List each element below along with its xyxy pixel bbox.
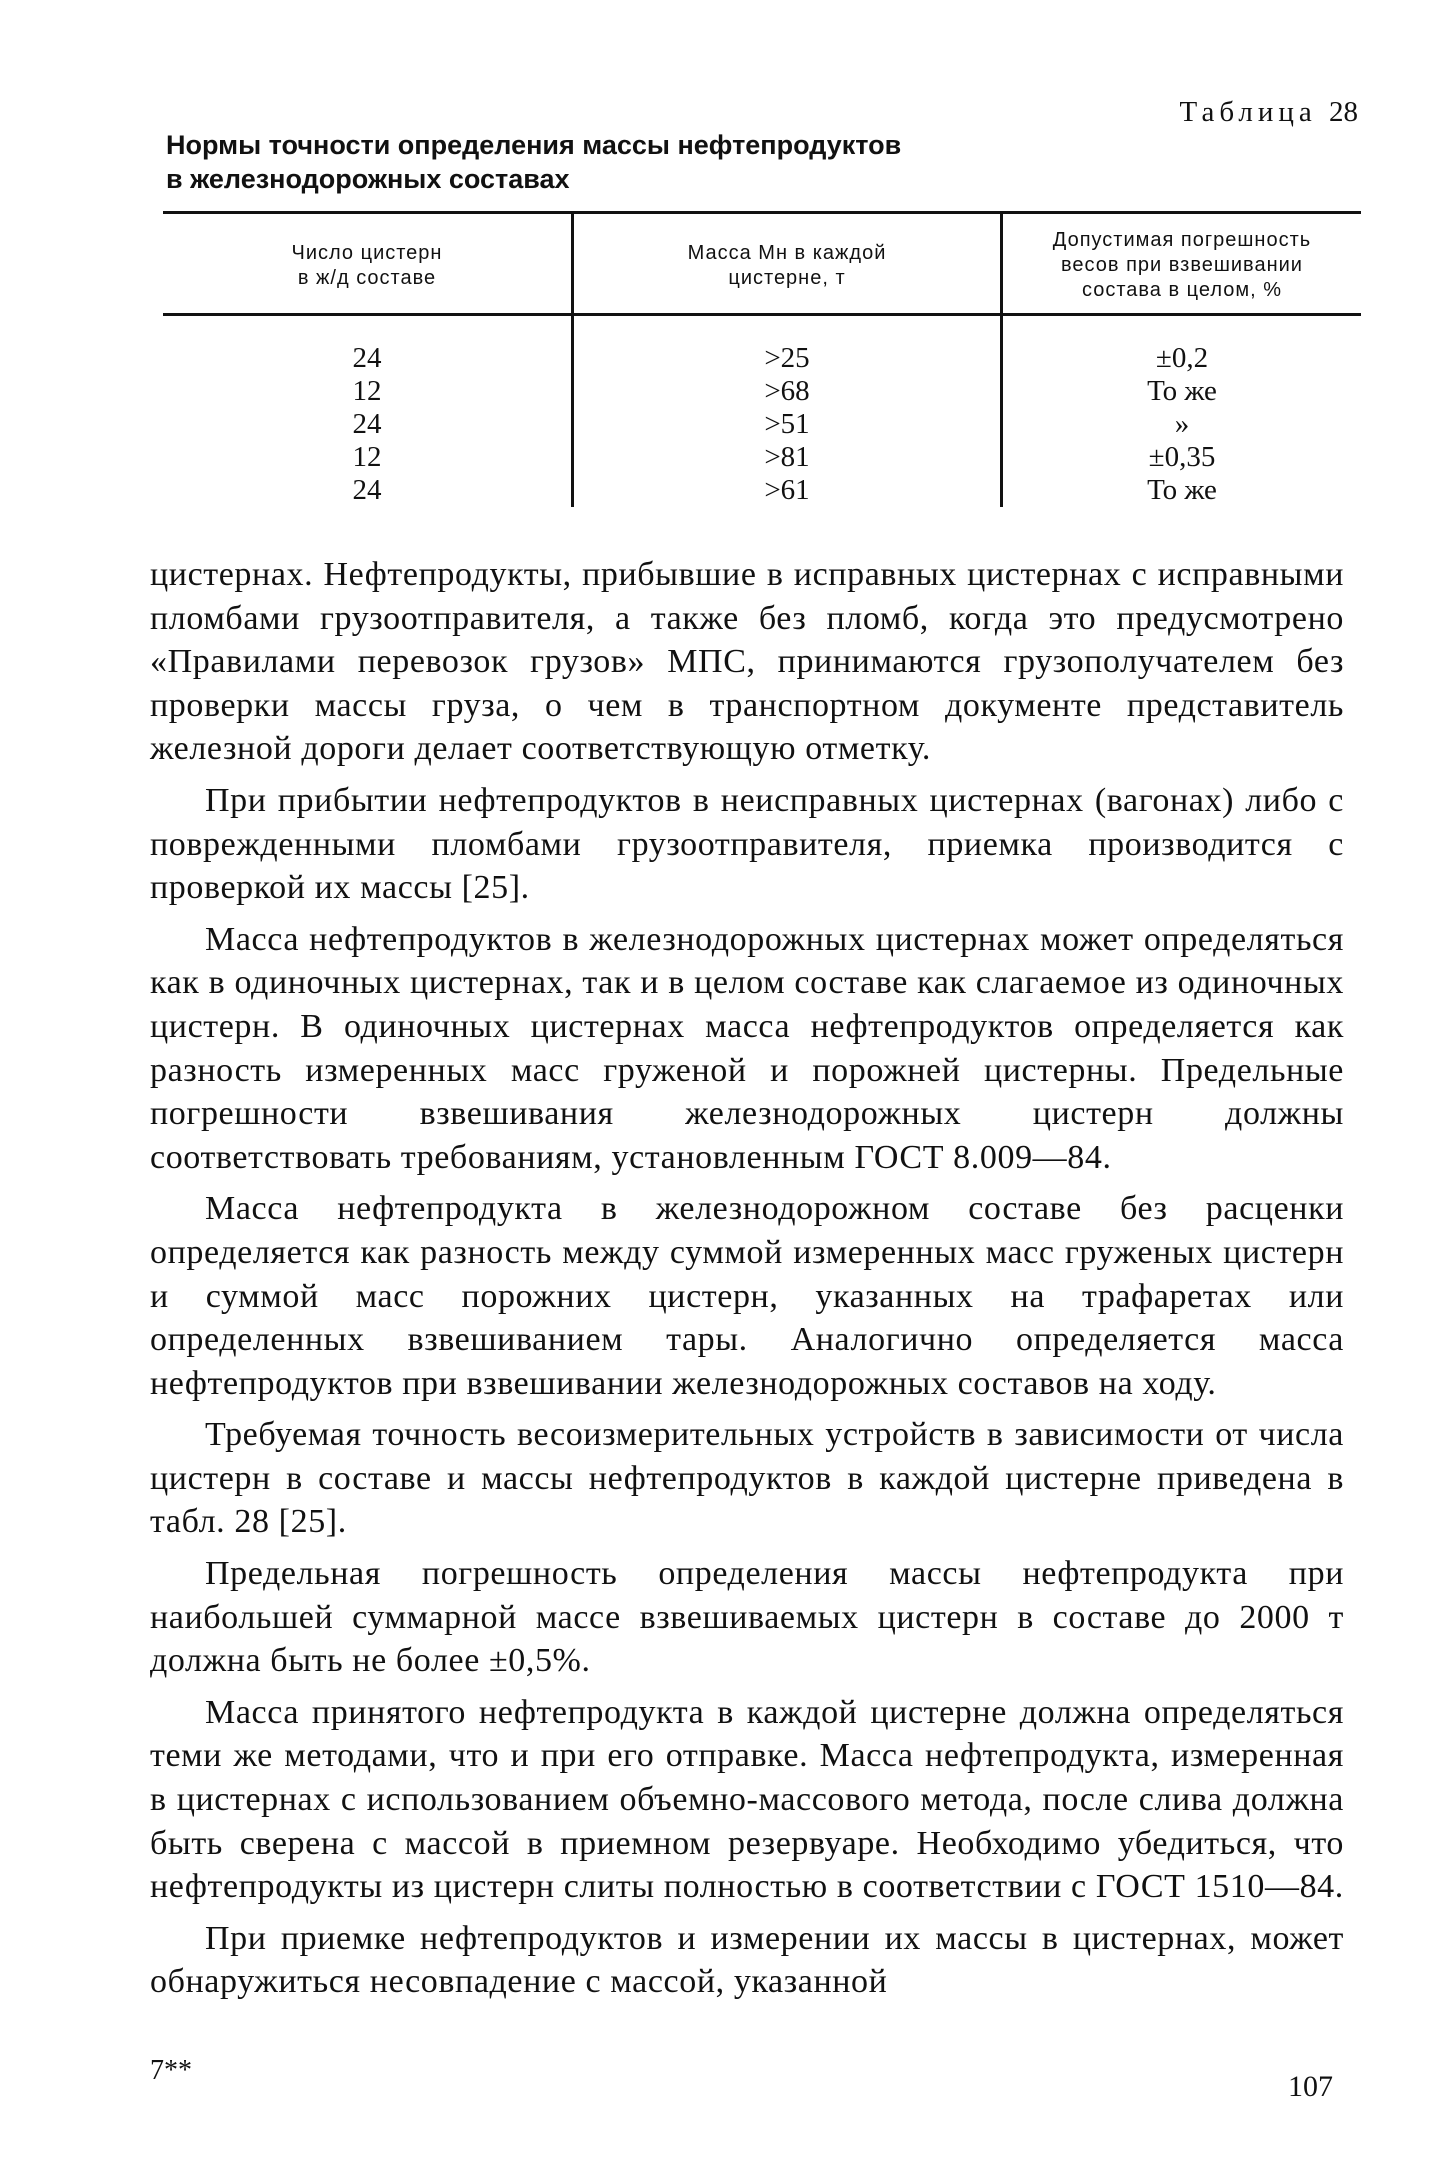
table-cell: >51 bbox=[764, 408, 810, 440]
table-cell: То же bbox=[1147, 375, 1217, 407]
table-cell: >25 bbox=[764, 342, 810, 374]
table-header-row bbox=[163, 213, 1361, 315]
paragraph: Предельная погрешность определения массы нефтепродукта при наибольшей суммарной массе взвешиваемых цистерн в составе до 2000 т должна быть не более ±0,5%. bbox=[150, 1555, 1344, 1680]
table-cell: 12 bbox=[352, 375, 382, 407]
column-allowed-error bbox=[1002, 315, 1362, 508]
table-cell: ±0,35 bbox=[1148, 441, 1216, 473]
table-body bbox=[163, 315, 1361, 508]
header-allowed-error: Допустимая погрешность весов при взвешивании состава в целом, % bbox=[1002, 213, 1362, 315]
table-cell: 24 bbox=[352, 474, 382, 506]
caption-line: Нормы точности определения массы нефтепродуктов bbox=[166, 130, 902, 160]
header-mass-per-tank: Масса Mн в каждой цистерне, т bbox=[573, 213, 1002, 315]
caption-line: в железнодорожных составах bbox=[166, 164, 570, 194]
table-label-word: Таблица bbox=[1179, 96, 1317, 128]
table-cell: >81 bbox=[764, 441, 810, 473]
table-cell: >61 bbox=[764, 474, 810, 506]
table-label-number: 28 bbox=[1329, 96, 1358, 128]
table-cell: 24 bbox=[352, 408, 382, 440]
table-caption bbox=[166, 128, 1026, 196]
paragraph: Масса нефтепродукта в железнодорожном составе без расценки определяется как разность между суммой измеренных масс груженых цистерн и суммой масс порожних цистерн, указанных на трафаретах или определенных взвешиванием тары. Аналогично определяется масса нефтепродуктов при взвешивании железнодорожных составов на ходу. bbox=[150, 1190, 1344, 1402]
table-cell: 24 bbox=[352, 342, 382, 374]
column-mass-per-tank bbox=[573, 315, 1002, 508]
paragraph: Масса нефтепродуктов в железнодорожных цистернах может определяться как в одиночных цистернах, так и в целом составе как слагаемое из одиночных цистерн. В одиночных цистернах масса нефтепродуктов определяется как разность измеренных масс груженой и порожней цистерны. Предельные погрешности взвешивания железнодорожных цистерн должны соответствовать требованиям, установленным ГОСТ 8.009—84. bbox=[150, 920, 1344, 1176]
paragraph: цистернах. Нефтепродукты, прибывшие в исправных цистернах с исправными пломбами грузоотправителя, а также без пломб, когда это предусмотрено «Правилами перевозок грузов» МПС, принимаются грузополучателем без проверки массы груза, о чем в транспортном документе представитель железной дороги делает соответствующую отметку. bbox=[150, 556, 1344, 768]
table-cell: 12 bbox=[352, 441, 382, 473]
table-label bbox=[1179, 96, 1358, 129]
paragraph: При приемке нефтепродуктов и измерении их массы в цистернах, может обнаружиться несовпадение с массой, указанной bbox=[150, 1919, 1344, 2001]
paragraph: Масса принятого нефтепродукта в каждой цистерне должна определяться теми же методами, что и при его отправке. Масса нефтепродукта, измеренная в цистернах с использованием объемно-массового метода, после слива должна быть сверена с массой в приемном резервуаре. Необходимо убедиться, что нефтепродукты из цистерн слиты полностью в соответствии с ГОСТ 1510—84. bbox=[150, 1693, 1344, 1906]
column-tank-count bbox=[163, 315, 573, 508]
table-cell: ±0,2 bbox=[1155, 342, 1209, 374]
signature-mark: 7** bbox=[150, 2055, 192, 2086]
page-number: 107 bbox=[1288, 2070, 1333, 2103]
accuracy-norms-table bbox=[163, 211, 1361, 507]
paragraph: Требуемая точность весоизмерительных устройств в зависимости от числа цистерн в составе и массы нефтепродуктов в каждой цистерне приведена в табл. 28 [25]. bbox=[150, 1416, 1344, 1541]
table-cell: » bbox=[1174, 408, 1190, 440]
table-cell: >68 bbox=[764, 375, 810, 407]
paragraph: При прибытии нефтепродуктов в неисправных цистернах (вагонах) либо с поврежденными пломбами грузоотправителя, приемка производится с проверкой их массы [25]. bbox=[150, 781, 1344, 907]
body-text bbox=[150, 553, 1344, 2012]
header-tank-count: Число цистерн в ж/д составе bbox=[163, 213, 573, 315]
table-cell: То же bbox=[1147, 474, 1217, 506]
